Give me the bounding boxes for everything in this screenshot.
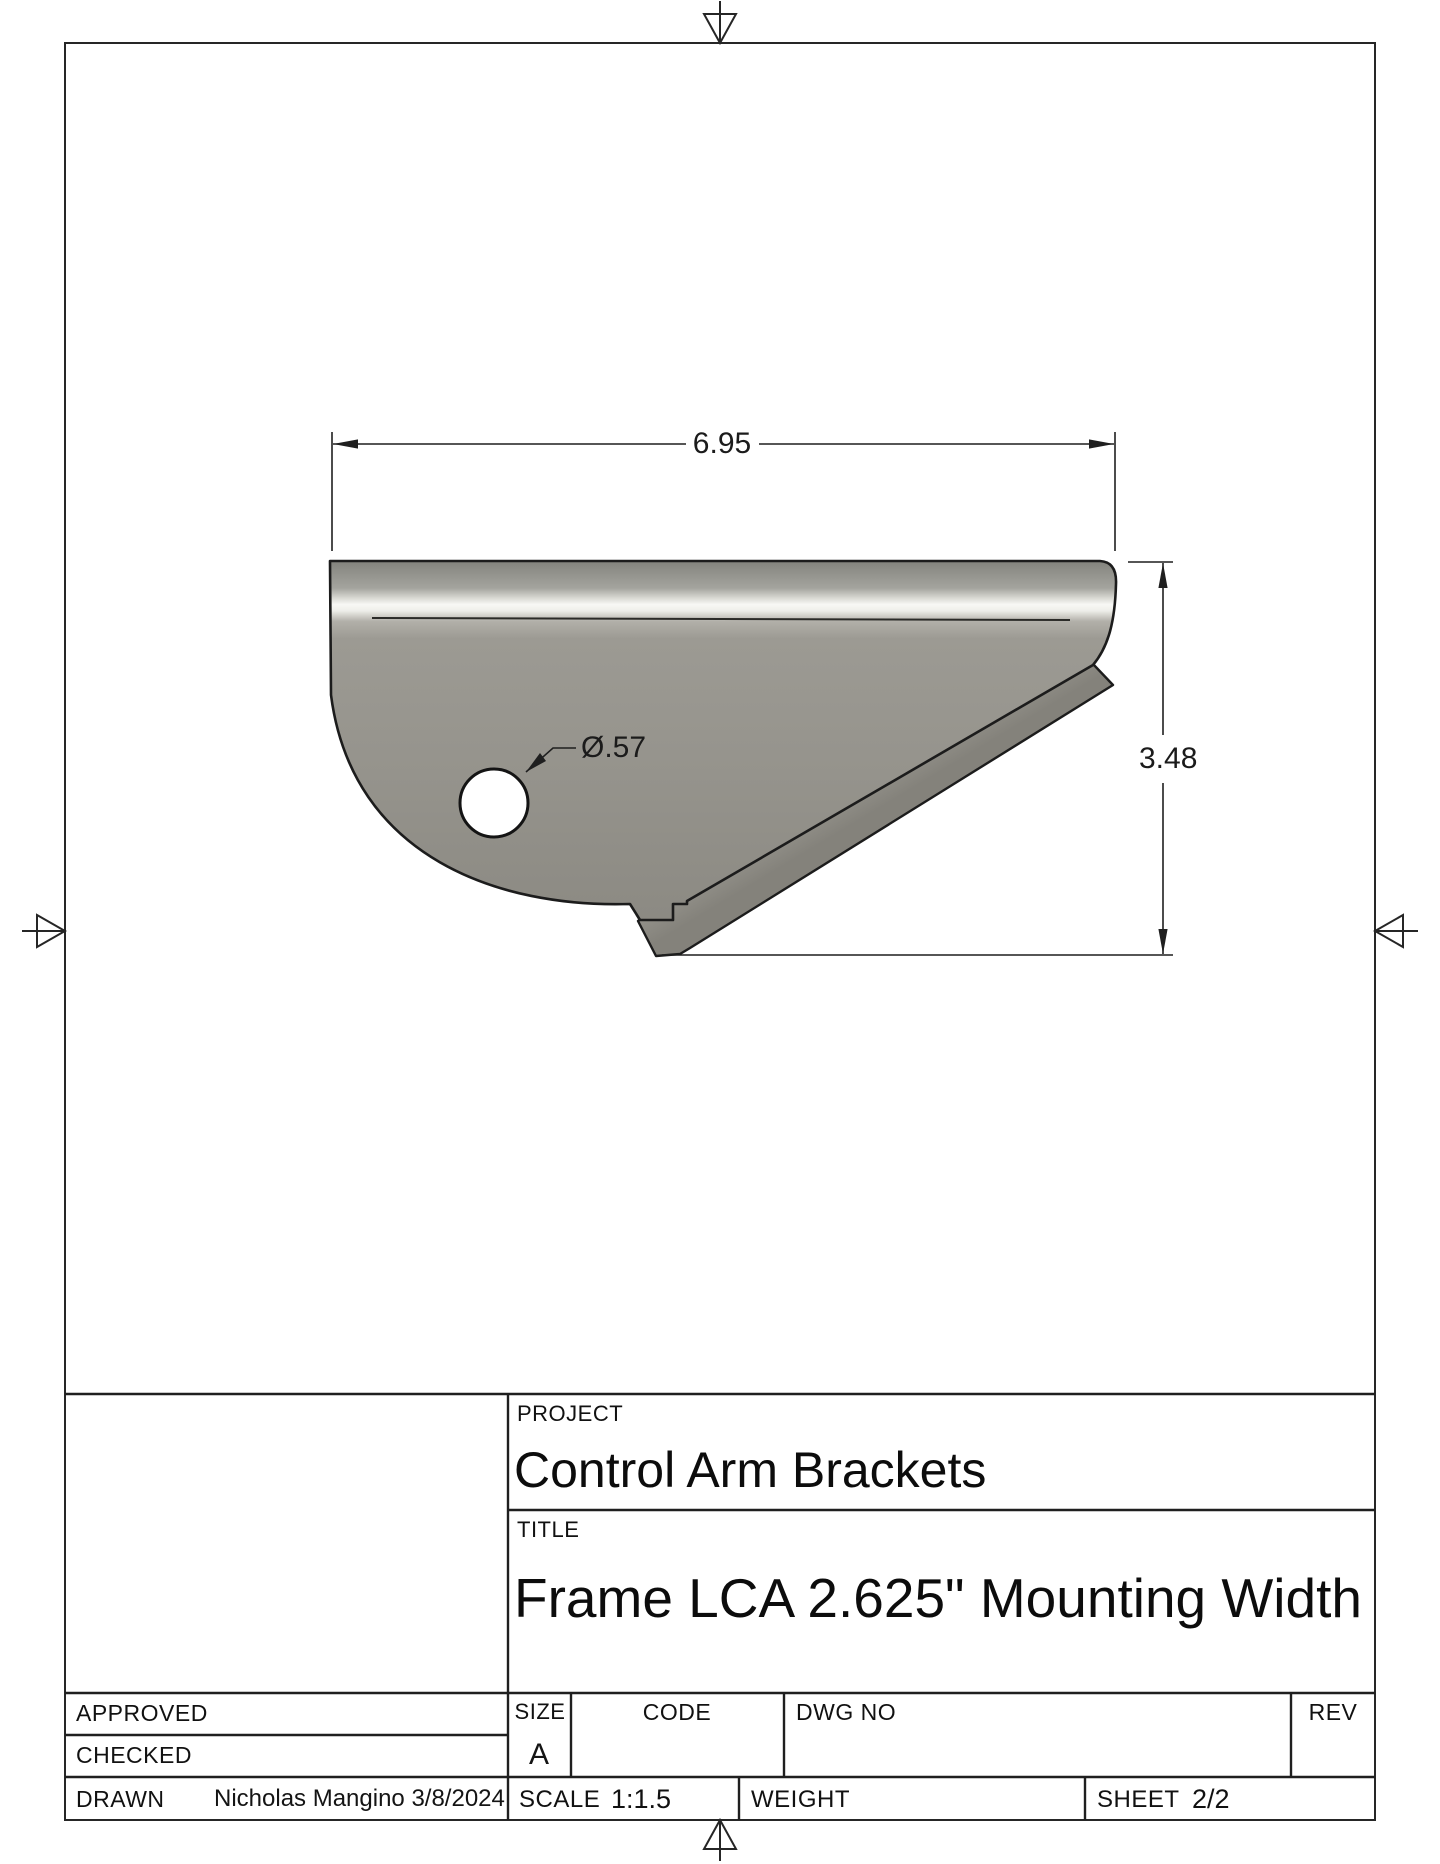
project-name: Control Arm Brackets — [514, 1442, 987, 1498]
center-mark-right — [1375, 915, 1418, 947]
sheet-border — [65, 43, 1375, 1820]
center-mark-top — [704, 1, 736, 43]
arrowhead-left — [333, 439, 358, 448]
dimension-width-value: 6.95 — [688, 427, 756, 461]
title-label: TITLE — [517, 1517, 580, 1542]
size-value: A — [528, 1738, 550, 1771]
part-title: Frame LCA 2.625" Mounting Width — [514, 1567, 1362, 1629]
arrowhead-down — [1158, 929, 1167, 954]
dimension-height-value: 3.48 — [1134, 742, 1202, 776]
rev-label: REV — [1308, 1699, 1358, 1725]
center-mark-bottom — [704, 1820, 736, 1861]
checked-label: CHECKED — [76, 1742, 192, 1768]
weight-label: WEIGHT — [751, 1786, 850, 1813]
drawn-label: DRAWN — [76, 1786, 165, 1812]
dwg-no-label: DWG NO — [796, 1699, 897, 1725]
sheet-value: 2/2 — [1192, 1784, 1230, 1814]
scale-value: 1:1.5 — [611, 1784, 672, 1814]
arrowhead-right — [1089, 439, 1114, 448]
code-label: CODE — [642, 1699, 712, 1725]
dimension-hole-value: Ø.57 — [581, 731, 647, 764]
arrowhead-up — [1158, 563, 1167, 588]
size-label: SIZE — [514, 1699, 566, 1724]
mounting-hole — [460, 769, 528, 837]
sheet-label: SHEET — [1097, 1786, 1180, 1813]
project-label: PROJECT — [517, 1401, 624, 1426]
scale-label: SCALE — [519, 1786, 601, 1813]
bracket-part — [330, 561, 1116, 956]
drawn-by-value: Nicholas Mangino 3/8/2024 — [214, 1785, 505, 1812]
center-mark-left — [22, 915, 65, 947]
approved-label: APPROVED — [76, 1700, 208, 1726]
